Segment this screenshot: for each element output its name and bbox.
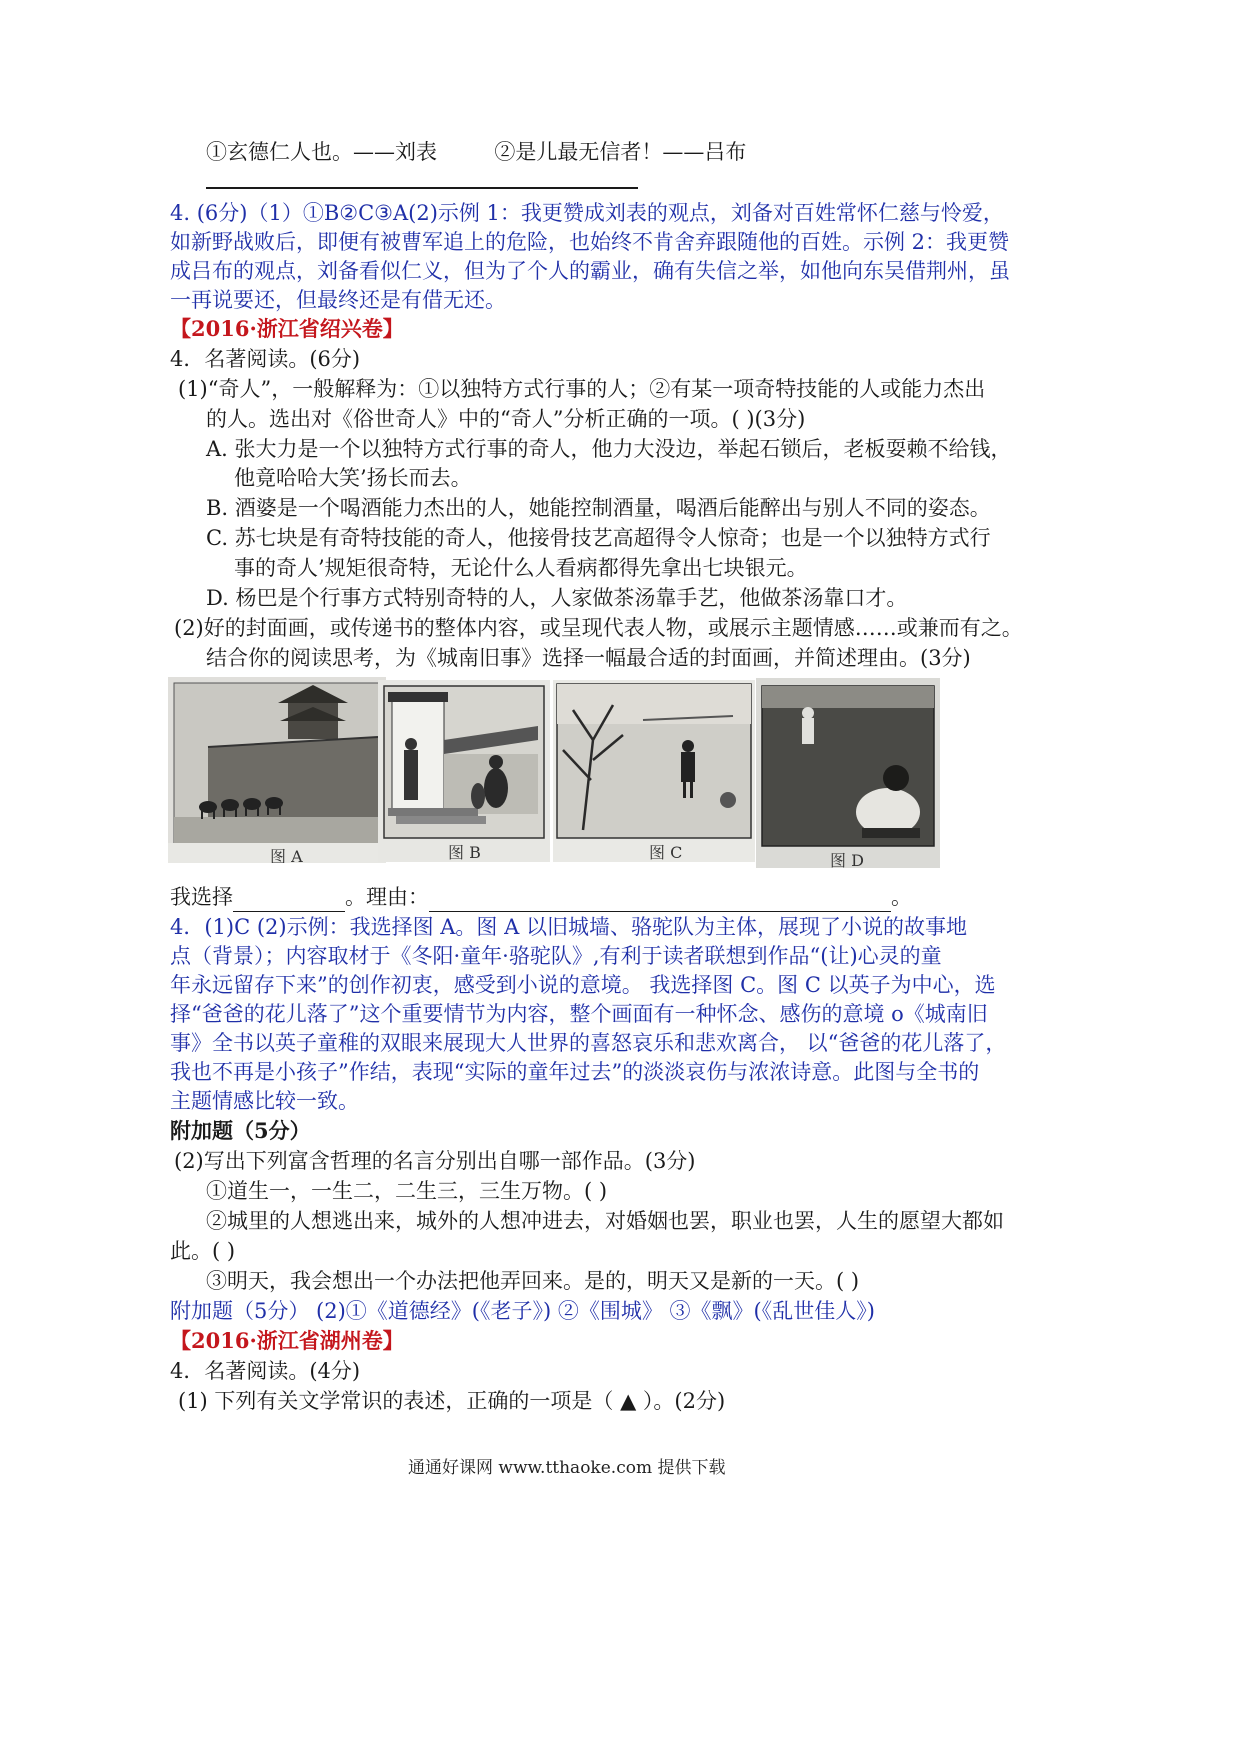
reason-label: 。理由： (345, 885, 429, 909)
question-part1-line1: (1)“奇人”，一般解释为：①以独特方式行事的人；②有某一项奇特技能的人或能力杰出 (178, 377, 986, 401)
question-part2-line1: (2)好的封面画，或传递书的整体内容，或呈现代表人物，或展示主题情感……或兼而有之。 (174, 616, 1023, 640)
bonus-intro: (2)写出下列富含哲理的名言分别出自哪一部作品。(3分) (174, 1149, 696, 1173)
section-header-huzhou: 【2016·浙江省湖州卷】 (170, 1328, 404, 1353)
question4b-heading: 4．名著阅读。(4分) (170, 1359, 361, 1383)
field-children-illustration (756, 678, 940, 868)
bonus-answer: 附加题（5分） (2)①《道德经》(《老子》) ②《围城》 ③《飘》(《乱世佳人》) (170, 1299, 875, 1323)
answer1-line3: 成吕布的观点，刘备看似仁义，但为了个人的霸业，确有失信之举，如他向东吴借荆州，虽 (170, 259, 1010, 283)
answer2-line1: 4．(1)C (2)示例：我选择图 A。图 A 以旧城墙、骆驼队为主体，展现了小说的故事地 (170, 915, 967, 939)
quote-line (206, 137, 746, 167)
choose-label: 我选择 (170, 885, 233, 909)
cover-picture-b (378, 680, 550, 862)
caption-a: 图 A (270, 847, 303, 863)
option-d: D. 杨巴是个行事方式特别奇特的人，人家做茶汤靠手艺，他做茶汤靠口才。 (206, 586, 908, 610)
page-footer: 通通好课网 www.tthaoke.com 提供下载 (408, 1458, 726, 1478)
answer1-line2: 如新野战败后，即便有被曹军追上的危险，也始终不肯舍弃跟随他的百姓。示例 2：我更赞 (170, 230, 1010, 254)
question-heading: 4．名著阅读。(6分) (170, 347, 361, 371)
answer2-line3: 年永远留存下来”的创作初衷，感受到小说的意境。 我选择图 C。图 C 以英子为中心，选 (170, 973, 996, 997)
quote-liubiao: ①玄德仁人也。——刘表 (206, 140, 437, 164)
answer-blank-rule (206, 187, 638, 189)
caption-b: 图 B (448, 843, 481, 862)
choose-line (170, 882, 912, 912)
bonus-item3: ③明天，我会想出一个办法把他弄回来。是的，明天又是新的一天。( ) (206, 1269, 860, 1293)
answer1-line4: 一再说要还，但最终还是有借无还。 (170, 288, 506, 312)
city-wall-illustration (168, 677, 386, 863)
cover-picture-d (756, 678, 940, 868)
question4b-part1: (1) 下列有关文学常识的表述，正确的一项是（ ▲ ）。(2分) (178, 1389, 726, 1413)
quote-lvbu: ②是儿最无信者！——吕布 (494, 140, 747, 164)
courtyard-illustration (378, 680, 550, 862)
option-b: B. 酒婆是一个喝酒能力杰出的人，她能控制酒量，喝酒后能醉出与别人不同的姿态。 (206, 496, 991, 520)
option-a-line1: A. 张大力是一个以独特方式行事的奇人，他力大没边，举起石锁后，老板耍赖不给钱， (206, 437, 1012, 461)
caption-d: 图 D (830, 851, 864, 868)
choose-end: 。 (891, 885, 912, 909)
choice-blank[interactable] (233, 889, 345, 912)
bonus-item1: ①道生一，一生二，二生三，三生万物。( ) (206, 1179, 608, 1203)
option-c-line1: C. 苏七块是有奇特技能的奇人，他接骨技艺高超得令人惊奇；也是一个以独特方式行 (206, 526, 991, 550)
bonus-item2-line2: 此。( ) (170, 1239, 236, 1263)
option-a-line2: 他竟哈哈大笑’扬长而去。 (234, 466, 472, 490)
bonus-item2-line1: ②城里的人想逃出来，城外的人想冲进去，对婚姻也罢，职业也罢，人生的愿望大都如 (206, 1209, 1004, 1233)
caption-c: 图 C (649, 843, 683, 862)
cover-picture-a (168, 677, 386, 863)
answer2-line7: 主题情感比较一致。 (170, 1089, 359, 1113)
answer2-line4: 择“爸爸的花儿落了”这个重要情节为内容，整个画面有一种怀念、感伤的意境 o《城南旧 (170, 1002, 988, 1026)
girl-yard-illustration (553, 680, 755, 862)
answer2-line2: 点（背景）；内容取材于《冬阳·童年·骆驼队》,有利于读者联想到作品“(让)心灵的童 (170, 944, 942, 968)
option-c-line2: 事的奇人’规矩很奇特，无论什么人看病都得先拿出七块银元。 (234, 556, 808, 580)
cover-picture-c (553, 680, 755, 862)
question-part1-line2: 的人。选出对《俗世奇人》中的“奇人”分析正确的一项。( )(3分) (206, 407, 806, 431)
reason-blank[interactable] (429, 889, 891, 912)
answer2-line5: 事》全书以英子童稚的双眼来展现大人世界的喜怒哀乐和悲欢离合， 以“爸爸的花儿落了， (170, 1031, 1007, 1055)
section-header-shaoxing: 【2016·浙江省绍兴卷】 (170, 316, 404, 341)
answer2-line6: 我也不再是小孩子”作结，表现“实际的童年过去”的淡淡哀伤与浓浓诗意。此图与全书的 (170, 1060, 980, 1084)
bonus-title: 附加题（5分） (170, 1118, 311, 1143)
question-part2-line2: 结合你的阅读思考，为《城南旧事》选择一幅最合适的封面画，并简述理由。(3分) (206, 646, 971, 670)
answer1-line1: 4. (6分)（1）①B②C③A(2)示例 1：我更赞成刘表的观点，刘备对百姓常怀仁慈与怜爱， (170, 201, 1004, 225)
